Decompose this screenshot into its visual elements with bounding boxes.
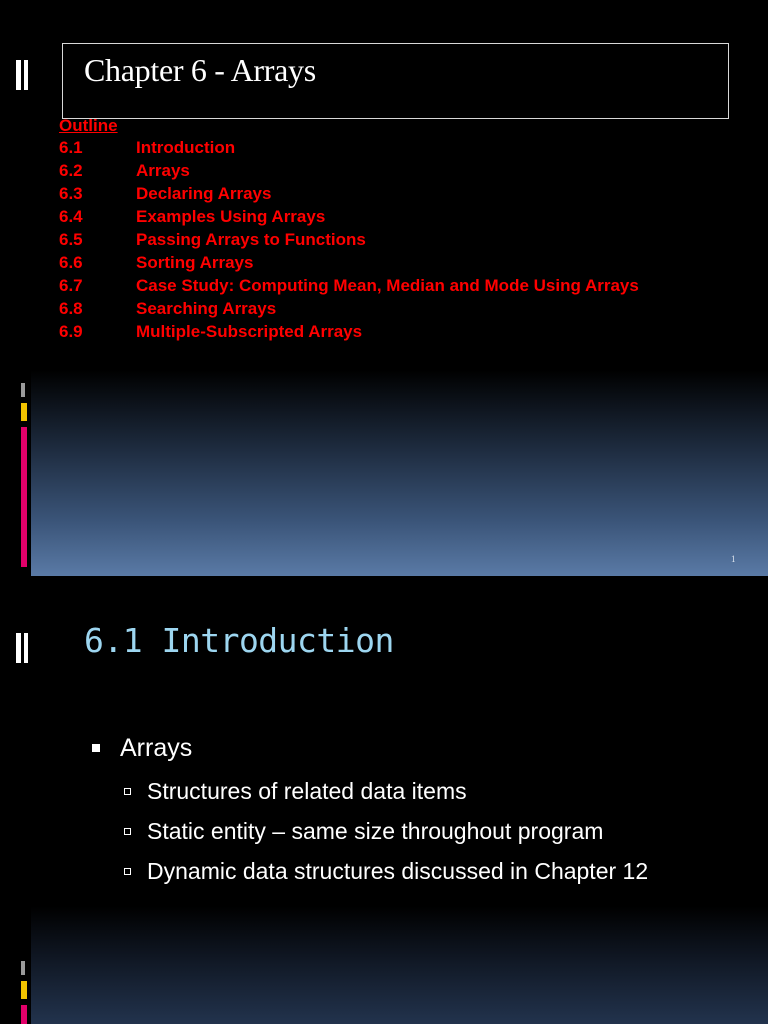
outline-item [59,138,639,161]
edge-mark [24,60,28,90]
edge-mark [24,633,28,663]
edge-mark [21,981,27,999]
outline-item [59,230,639,253]
outline-item [59,276,639,299]
edge-mark [21,961,25,975]
outline-text: Multiple-Subscripted Arrays [136,322,363,341]
edge-mark [21,1005,27,1024]
outline-text: Introduction [136,138,236,157]
outline-item [59,322,639,345]
outline-number: 6.2 [59,161,83,180]
sub-bullet-text: Static entity – same size throughout program [147,818,604,844]
outline-item [59,207,639,230]
outline-number: 6.9 [59,322,83,341]
outline-number: 6.6 [59,253,83,272]
square-bullet-icon [92,744,100,752]
outline-text: Case Study: Computing Mean, Median and Mode Using Arrays [136,276,639,295]
outline-text: Passing Arrays to Functions [136,230,366,249]
outline-heading: Outline [59,116,118,135]
outline-text: Sorting Arrays [136,253,254,272]
slide-2 [0,576,768,1024]
outline-number: 6.8 [59,299,83,318]
hollow-square-bullet-icon [124,788,131,795]
edge-mark [21,383,25,397]
sub-bullet-text: Dynamic data structures discussed in Chapter 12 [147,858,649,884]
page-number: 1 [731,554,736,564]
outline-number: 6.5 [59,230,83,249]
edge-mark [21,427,27,567]
outline-list [59,138,639,345]
outline-number: 6.3 [59,184,83,203]
edge-mark [16,60,21,90]
outline-text: Arrays [136,161,190,180]
hollow-square-bullet-icon [124,828,131,835]
slide-title: 6.1 Introduction [84,621,394,660]
outline-number: 6.1 [59,138,83,157]
outline-number: 6.7 [59,276,83,295]
outline-item [59,253,639,276]
outline-item [59,184,639,207]
slide-title: Chapter 6 - Arrays [84,52,316,88]
outline-item [59,299,639,322]
outline-number: 6.4 [59,207,83,226]
sub-bullet-text: Structures of related data items [147,778,467,804]
outline-text: Searching Arrays [136,299,277,318]
outline-item [59,161,639,184]
bullet-text: Arrays [120,734,193,762]
outline-text: Examples Using Arrays [136,207,326,226]
edge-mark [21,403,27,421]
edge-mark [16,633,21,663]
hollow-square-bullet-icon [124,868,131,875]
outline-text: Declaring Arrays [136,184,272,203]
